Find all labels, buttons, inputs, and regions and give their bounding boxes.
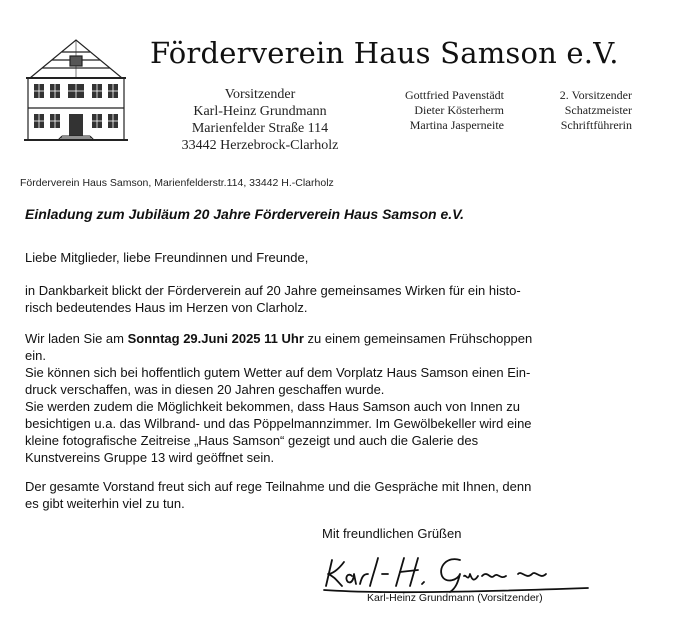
text-line: Sie werden zudem die Möglichkeit bekommen, dass Haus Samson auch von Innen zu xyxy=(25,399,520,414)
board-member-name: Gottfried Pavenstädt xyxy=(405,88,504,102)
board-member-role: Schriftführerin xyxy=(560,118,632,132)
chair-address-block xyxy=(166,86,354,154)
board-member-name: Dieter Kösterherm xyxy=(414,103,504,117)
board-roles xyxy=(512,88,632,133)
house-illustration-icon xyxy=(22,36,130,146)
text-line: Sie können sich bei hoffentlich gutem Wetter auf dem Vorplatz Haus Samson einen Ein- xyxy=(25,365,531,380)
handwritten-signature xyxy=(322,552,590,596)
board-member-role: Schatzmeister xyxy=(564,103,632,117)
board-names xyxy=(394,88,504,133)
text-line: besichtigen u.a. das Wilbrand- und das Pöppelmannzimmer. Im Gewölbekeller wird eine xyxy=(25,416,532,431)
organization-title: Förderverein Haus Samson e.V. xyxy=(150,36,619,70)
greeting xyxy=(25,249,595,266)
sender-line: Förderverein Haus Samson, Marienfelderstr.114, 33442 H.-Clarholz xyxy=(20,177,334,189)
chair-role: Vorsitzender xyxy=(224,87,296,102)
sign-off: Mit freundlichen Grüßen xyxy=(322,526,462,541)
chair-street: Marienfelder Straße 114 xyxy=(191,121,329,136)
text-line: Der gesamte Vorstand freut sich auf rege Teilnahme und die Gespräche mit Ihnen, denn xyxy=(25,479,532,494)
letter-subject: Einladung zum Jubiläum 20 Jahre Förderverein Haus Samson e.V. xyxy=(25,206,465,222)
text-line: ein. xyxy=(25,348,46,363)
text-line: druck verschaffen, was in diesen 20 Jahren geschaffen wurde. xyxy=(25,382,385,397)
board-member-role: 2. Vorsitzender xyxy=(559,88,632,102)
chair-city: 33442 Herzebrock-Clarholz xyxy=(181,138,339,153)
signer-name: Karl-Heinz Grundmann (Vorsitzender) xyxy=(367,592,543,604)
text-line: Kunstvereins Gruppe 13 wird geöffnet sein. xyxy=(25,450,275,465)
event-date-time: Sonntag 29.Juni 2025 11 Uhr xyxy=(127,331,304,346)
text-line: es gibt weiterhin viel zu tun. xyxy=(25,496,185,511)
paragraph-closing xyxy=(25,478,595,512)
greeting-line: Liebe Mitglieder, liebe Freundinnen und Freunde, xyxy=(25,250,309,265)
paragraph-thanks xyxy=(25,282,595,316)
text-segment: Wir laden Sie am xyxy=(25,331,128,346)
paragraph-invite xyxy=(25,330,595,466)
text-segment: zu einem gemeinsamen Frühschoppen xyxy=(303,331,533,346)
invite-first-line xyxy=(25,330,595,347)
text-line: in Dankbarkeit blickt der Förderverein auf 20 Jahre gemeinsames Wirken für ein histo- xyxy=(25,283,521,298)
chair-name: Karl-Heinz Grundmann xyxy=(193,104,327,119)
board-member-name: Martina Jasperneite xyxy=(409,118,504,132)
text-line: risch bedeutendes Haus im Herzen von Clarholz. xyxy=(25,300,308,315)
text-line: kleine fotografische Zeitreise „Haus Samson“ gezeigt und auch die Galerie des xyxy=(25,433,479,448)
